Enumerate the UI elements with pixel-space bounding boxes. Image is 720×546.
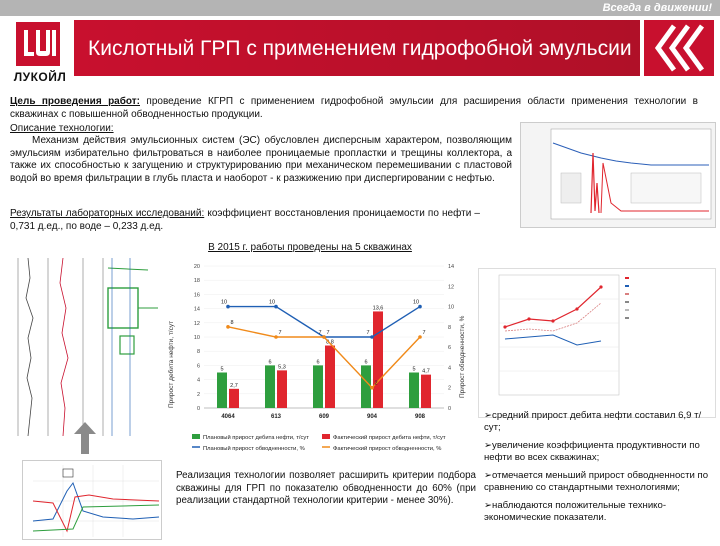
x-tick-label: 908 — [414, 414, 426, 420]
y-tick-label: 16 — [193, 292, 200, 299]
line-point — [370, 386, 374, 390]
bullet-2: ➢увеличение коэффициента продуктивности по нефти во всех скважинах; — [484, 440, 700, 463]
desc-text: Механизм действия эмульсионных систем (ЭС) обусловлен дисперсным характером, позволяющим эмульсиям избирательно фильтроваться в наиболее проницаемые пропластки и трещины коллектора, а также их способностью к загущению и структурированию при механическом перемешивании с пластовой водой во время фильтрации в глубь пласта и наоборот - к разжижению при диспергировании с нефтью. — [10, 135, 512, 184]
legend-plan-water: Плановый прирост обводненности, % — [203, 446, 305, 452]
bar-data-label: 5 — [412, 366, 416, 373]
bar-data-label: 13,6 — [372, 305, 384, 312]
bullet-2-text: увеличение коэффициента продуктивности по нефти во всех скважинах; — [484, 440, 700, 463]
bullet-3-text: отмечается меньший прирост обводненности по сравнению со стандартными технологиями; — [484, 470, 709, 493]
y-right-tick-label: 10 — [448, 304, 455, 311]
y-tick-label: 6 — [196, 363, 200, 370]
y-tick-label: 12 — [193, 320, 200, 327]
y-tick-label: 0 — [196, 406, 200, 412]
slogan: Всегда в движении! — [602, 2, 712, 14]
line-data-label: 7 — [422, 330, 426, 336]
bar-plan-904 — [361, 365, 371, 408]
productivity-chart-image — [478, 268, 716, 418]
line-point — [226, 325, 230, 329]
lab-paragraph — [10, 208, 480, 233]
y-right-tick-label: 2 — [448, 385, 452, 392]
line-point — [370, 335, 374, 339]
bar-plan-4064 — [217, 373, 227, 409]
line-point — [322, 335, 326, 339]
y-right-tick-label: 14 — [448, 264, 455, 270]
legend-fact-oil: Фактический прирост дебита нефти, т/сут — [333, 435, 446, 441]
line-data-label: 7 — [326, 330, 330, 336]
y-right-tick-label: 0 — [448, 406, 452, 412]
bar-fact-908 — [421, 375, 431, 408]
y-right-axis-label: Прирост обводненности, % — [459, 315, 466, 398]
bar-plan-908 — [409, 373, 419, 409]
bullet-4: ➢наблюдаются положительные технико-экономические показатели. — [484, 500, 667, 523]
lukoil-logo — [8, 22, 72, 88]
bar-data-label: 5 — [220, 366, 224, 373]
line-data-label: 10 — [268, 299, 276, 306]
bar-data-label: 6 — [268, 359, 272, 366]
bar-plan-609 — [313, 365, 323, 408]
x-tick-label: 613 — [270, 414, 282, 420]
y-right-tick-label: 6 — [448, 345, 452, 352]
goal-paragraph — [10, 96, 698, 121]
bullet-1-text: средний прирост дебита нефти составил 6,9 т/сут; — [484, 410, 702, 433]
bar-data-label: 6 — [316, 359, 320, 366]
lab-label: Результаты лабораторных исследований: — [10, 208, 205, 219]
desc-label: Описание технологии: — [10, 123, 114, 134]
line-data-label: 10 — [220, 299, 228, 306]
lab-text: коэффициент восстановления проницаемости по нефти – 0,731 д.ед., по воде – 0,233 д.ед. — [10, 208, 480, 232]
line-point — [418, 335, 422, 339]
bar-chart-svg — [164, 258, 470, 454]
line-point — [274, 335, 278, 339]
bar-data-label: 5,3 — [278, 364, 286, 371]
goal-label: Цель проведения работ: — [10, 96, 140, 107]
logo-emblem-icon — [16, 22, 60, 66]
x-tick-label: 4064 — [221, 414, 235, 420]
line-data-label: 7 — [318, 330, 322, 336]
lab-results-chart-image — [520, 122, 716, 228]
y-left-axis-label: Прирост дебита нефти, т/сут — [168, 320, 175, 408]
bar-data-label: 4,7 — [422, 368, 430, 375]
well-log-image — [8, 258, 158, 436]
y-right-tick-label: 12 — [448, 284, 455, 291]
bar-fact-613 — [277, 370, 287, 408]
y-tick-label: 4 — [196, 377, 200, 384]
bar-data-label: 2,7 — [230, 382, 238, 389]
logo-text: ЛУКОЙЛ — [13, 70, 67, 84]
title-bar — [74, 20, 640, 76]
goal-text: проведение КГРП с применением гидрофобной эмульсии для расширения области применения технологии в скважинах с повышенной обводненностью продукции. — [10, 96, 698, 120]
y-tick-label: 10 — [193, 335, 200, 341]
bar-fact-4064 — [229, 389, 239, 408]
pressure-chart-image — [22, 460, 162, 540]
bar-fact-609 — [325, 346, 335, 408]
bullet-4-text: наблюдаются положительные технико-экономические показатели. — [484, 500, 667, 523]
legend-plan-oil: Плановый прирост дебита нефти, т/сут — [203, 435, 309, 441]
arrow-up-icon — [74, 422, 96, 454]
line-data-label: 10 — [412, 299, 420, 306]
bullet-1: ➢средний прирост дебита нефти составил 6,9 т/сут; — [484, 410, 702, 433]
line-data-label: 7 — [278, 330, 282, 336]
line-data-label: 7 — [366, 330, 370, 336]
bar-chart — [164, 258, 470, 454]
brand-chevrons-icon — [644, 20, 714, 76]
x-tick-label: 609 — [318, 414, 330, 420]
y-tick-label: 2 — [196, 391, 200, 398]
y-tick-label: 8 — [196, 349, 200, 356]
line-data-label: 8 — [230, 319, 234, 326]
line-data-label: 2 — [374, 380, 378, 387]
legend-fact-water: Фактический прирост обводненности, % — [333, 446, 442, 452]
wells-title: В 2015 г. работы проведены на 5 скважинах — [208, 242, 412, 253]
y-right-tick-label: 4 — [448, 365, 452, 372]
y-tick-label: 18 — [193, 278, 200, 285]
bar-fact-904 — [373, 311, 383, 408]
y-right-tick-label: 8 — [448, 324, 452, 331]
page-title: Кислотный ГРП с применением гидрофобной эмульсии — [88, 37, 632, 60]
bar-data-label: 8,8 — [326, 339, 334, 346]
bar-plan-613 — [265, 365, 275, 408]
criteria-text: Реализация технологии позволяет расширить критерии подбора скважины для ГРП по показателю обводненности до 60% (при реализации стандартной технологии критерии - менее 30%). — [176, 470, 476, 506]
bar-data-label: 6 — [364, 359, 368, 366]
y-tick-label: 20 — [193, 264, 200, 270]
bullet-3: ➢отмечается меньший прирост обводненности по сравнению со стандартными технологиями; — [484, 470, 709, 493]
y-tick-label: 14 — [193, 306, 200, 313]
x-tick-label: 904 — [366, 414, 378, 420]
